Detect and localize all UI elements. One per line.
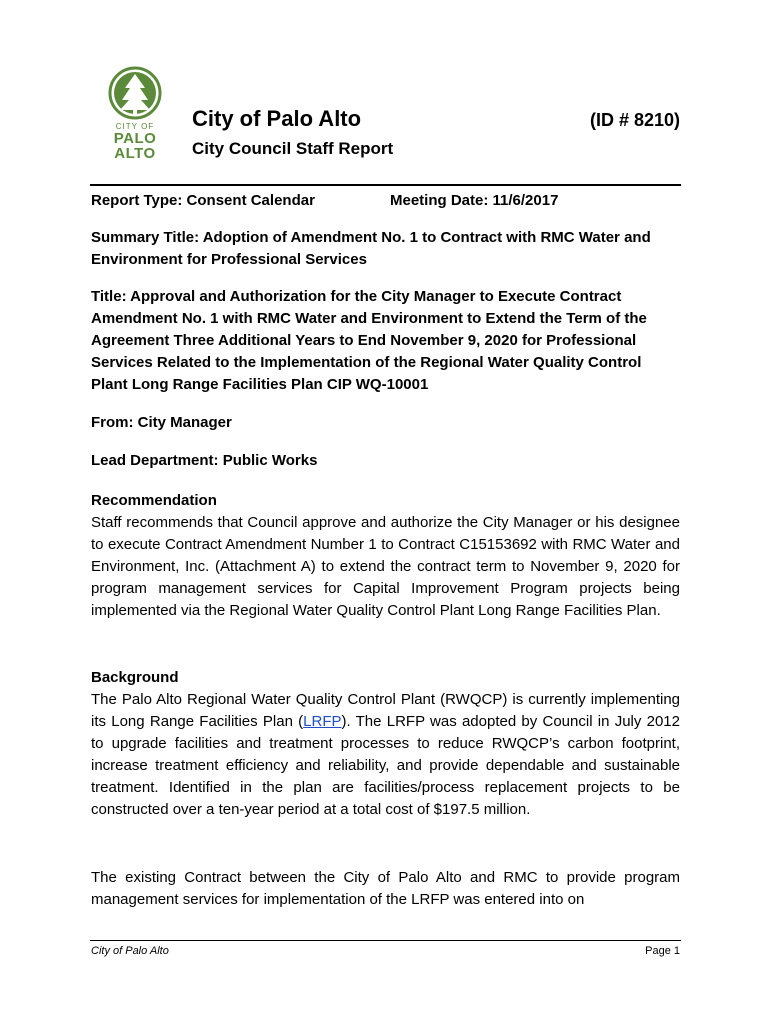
summary-title: Summary Title: Adoption of Amendment No. 1 to Contract with RMC Water and Environment for Professional Services [91, 229, 651, 268]
report-type: Report Type: Consent Calendar [91, 192, 315, 209]
report-subtitle: City Council Staff Report [192, 139, 394, 158]
lrfp-link[interactable]: LRFP [303, 713, 342, 730]
logo-alto-text: ALTO [114, 145, 156, 162]
footer-divider [90, 940, 681, 941]
logo-palo-text: PALO [113, 130, 157, 147]
city-logo [108, 66, 162, 161]
recommendation-heading: Recommendation [91, 492, 217, 509]
tree-seal-icon [108, 66, 162, 120]
header-divider [90, 184, 681, 186]
page-title: City of Palo Alto [192, 106, 362, 131]
background-heading: Background [91, 669, 179, 686]
logo-city-text: CITY OF [115, 122, 155, 131]
background-paragraph-2: The existing Contract between the City of Palo Alto and RMC to provide program management services for implementation of the LRFP was entered into on [91, 869, 680, 908]
background-p1-text-end: ). The LRFP was adopted by Council in July 2012 to upgrade facilities and treatment processes to reduce RWQCP’s carbon footprint, increase treatment efficiency and reliability, and provide dependable and sustainable treatment. Identified in the plan are facilities/process replacement projects to be constructed over a ten-year period at a total cost of $197.5 million. [91, 713, 680, 818]
recommendation-body: Staff recommends that Council approve and authorize the City Manager or his designee to execute Contract Amendment Number 1 to Contract C15153692 with RMC Water and Environment, Inc. (Attachment A) to extend the contract term to November 9, 2020 for program management services for Capital Improvement Program projects being implemented via the Regional Water Quality Control Plant Long Range Facilities Plan. [91, 514, 680, 619]
footer-city-name: City of Palo Alto [91, 945, 169, 957]
report-id: (ID # 8210) [589, 110, 680, 130]
page-number: Page 1 [645, 945, 680, 957]
from-line: From: City Manager [91, 414, 232, 431]
background-p1-text-start: The Palo Alto Regional Water Quality Control Plant (RWQCP) is currently implementing its Long Range Facilities Plan ( [91, 691, 680, 730]
report-title: Title: Approval and Authorization for the City Manager to Execute Contract Amendment No. 1 with RMC Water and Environment to Extend the Term of the Agreement Three Additional Years to End November 9, 2020 for Professional Services Related to the Implementation of the Regional Water Quality Control Plant Long Range Facilities Plan CIP WQ-10001 [91, 288, 647, 393]
background-paragraph-1 [91, 689, 680, 821]
lead-department: Lead Department: Public Works [91, 452, 318, 469]
meeting-date: Meeting Date: 11/6/2017 [390, 192, 559, 209]
